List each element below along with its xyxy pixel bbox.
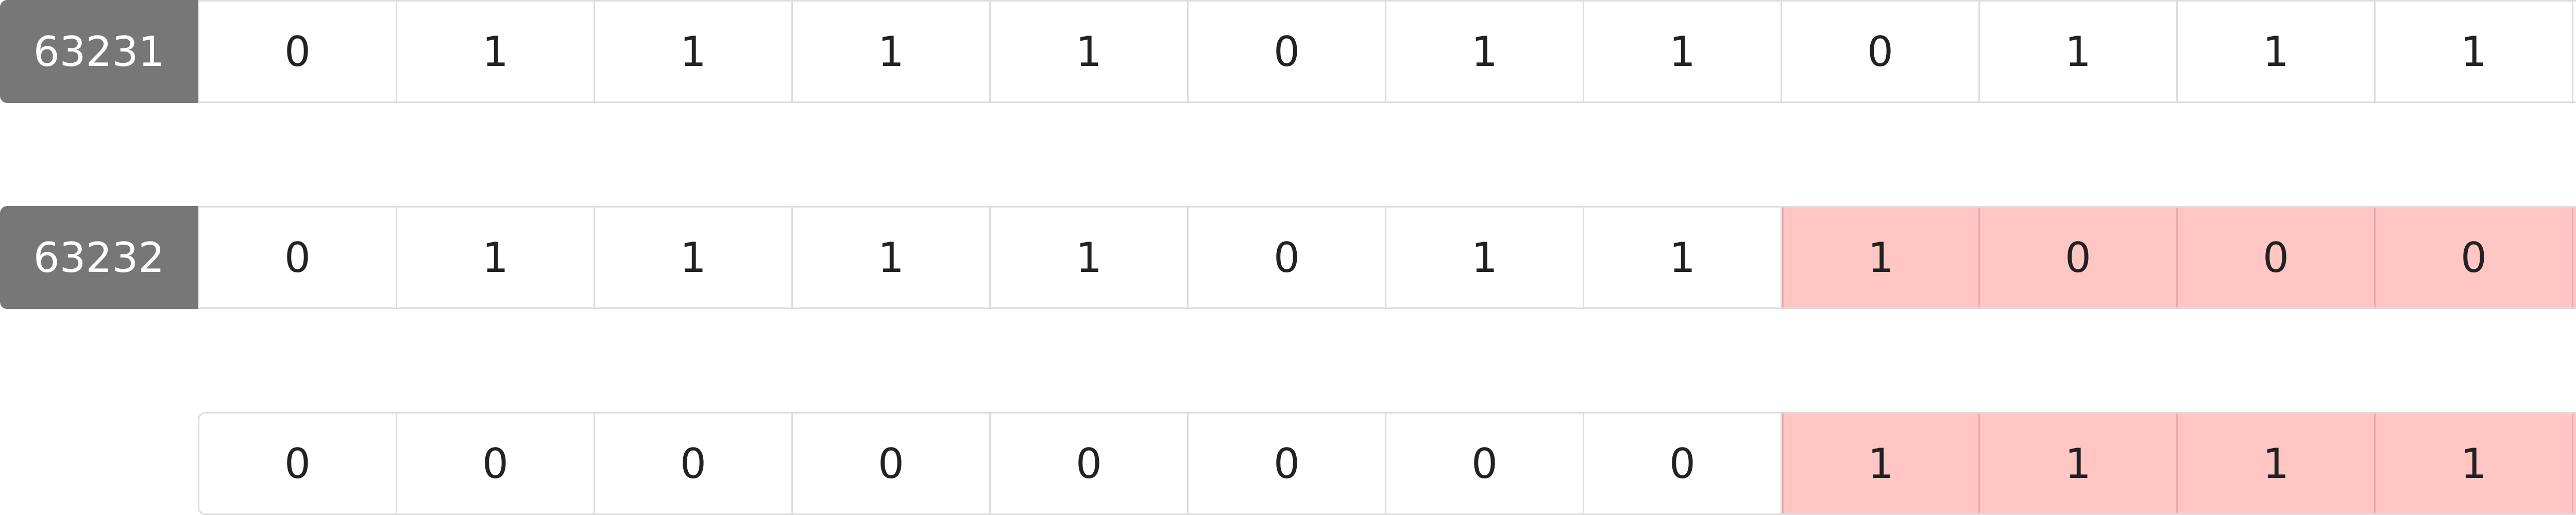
bit-cell: 1 bbox=[397, 2, 595, 101]
bit-cell: 0 bbox=[1782, 2, 1980, 101]
row-label-spacer bbox=[0, 412, 198, 515]
bit-cell bbox=[2573, 2, 2576, 101]
bit-cell: 0 bbox=[595, 414, 793, 513]
bit-cell: 0 bbox=[991, 414, 1189, 513]
bit-cell: 0 bbox=[397, 414, 595, 513]
bit-cell: 0 bbox=[199, 414, 397, 513]
bit-cell: 1 bbox=[2178, 414, 2376, 513]
bit-cell: 1 bbox=[595, 2, 793, 101]
bit-cell bbox=[2573, 414, 2576, 513]
bit-row-63231 bbox=[0, 0, 2576, 103]
bit-cell: 1 bbox=[1584, 208, 1782, 307]
bit-row-mask bbox=[0, 412, 2576, 515]
bit-cell: 1 bbox=[1782, 208, 1980, 307]
bit-cell: 0 bbox=[199, 208, 397, 307]
bit-cell: 1 bbox=[2376, 414, 2573, 513]
bit-cell: 1 bbox=[2376, 2, 2573, 101]
bit-cell: 1 bbox=[1980, 2, 2178, 101]
bit-cells bbox=[198, 412, 2576, 515]
bit-cell: 0 bbox=[2178, 208, 2376, 307]
bit-cell bbox=[2573, 208, 2576, 307]
bit-cell: 1 bbox=[991, 2, 1189, 101]
bit-cell: 1 bbox=[1782, 414, 1980, 513]
bit-cell: 0 bbox=[1189, 208, 1386, 307]
bit-cell: 1 bbox=[1386, 2, 1584, 101]
bit-cell: 1 bbox=[793, 208, 991, 307]
bit-cells bbox=[198, 206, 2576, 309]
bit-row-63232 bbox=[0, 206, 2576, 309]
bit-cell: 1 bbox=[2178, 2, 2376, 101]
bit-cell: 0 bbox=[1189, 414, 1386, 513]
row-label: 63232 bbox=[0, 206, 198, 309]
bit-cell: 0 bbox=[1189, 2, 1386, 101]
bit-cell: 1 bbox=[1584, 2, 1782, 101]
bit-cell: 1 bbox=[595, 208, 793, 307]
bit-cell: 0 bbox=[2376, 208, 2573, 307]
bit-cell: 1 bbox=[1980, 414, 2178, 513]
bit-cell: 0 bbox=[1980, 208, 2178, 307]
bit-cell: 0 bbox=[793, 414, 991, 513]
bit-cell: 0 bbox=[1584, 414, 1782, 513]
bit-cell: 1 bbox=[397, 208, 595, 307]
row-label: 63231 bbox=[0, 0, 198, 103]
bit-cell: 0 bbox=[1386, 414, 1584, 513]
bit-cells bbox=[198, 0, 2576, 103]
bit-cell: 1 bbox=[991, 208, 1189, 307]
bit-cell: 0 bbox=[199, 2, 397, 101]
bit-cell: 1 bbox=[1386, 208, 1584, 307]
bit-cell: 1 bbox=[793, 2, 991, 101]
